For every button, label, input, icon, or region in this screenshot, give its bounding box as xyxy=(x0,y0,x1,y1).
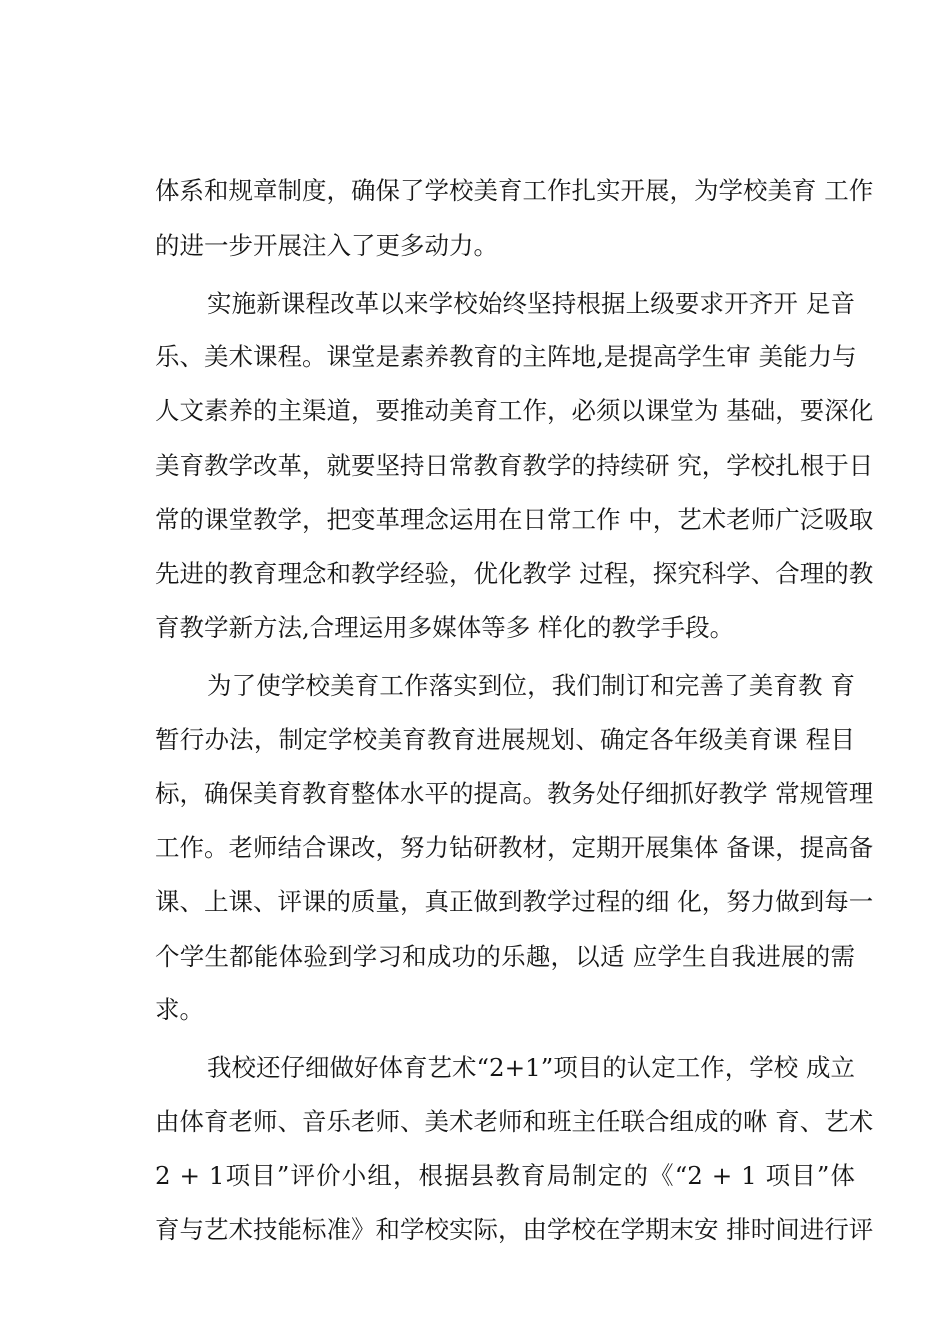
text-line: 工作。老师结合课改，努力钻研教材，定期开展集体 备课，提高备 xyxy=(155,833,874,862)
text-line: 育教学新方法,合理运用多媒体等多 样化的教学手段。 xyxy=(155,613,735,642)
text-line: 先进的教育理念和教学经验，优化教学 过程，探究科学、合理的教 xyxy=(155,559,874,588)
text-line: 由体育老师、音乐老师、美术老师和班主任联合组成的咻 育、艺术 xyxy=(155,1107,874,1136)
text-line: 实施新课程改革以来学校始终坚持根据上级要求开齐开 足音 xyxy=(207,289,855,318)
text-line: 常的课堂教学，把变革理念运用在日常工作 中，艺术老师广泛吸取 xyxy=(155,505,874,534)
text-line: 2 + 1项目”评价小组，根据县教育局制定的《“2 + 1 项目”体 xyxy=(155,1161,855,1190)
text-line: 的进一步开展注入了更多动力。 xyxy=(155,231,498,260)
text-line: 体系和规章制度，确保了学校美育工作扎实开展，为学校美育 工作 xyxy=(155,176,874,205)
text-line: 个学生都能体验到学习和成功的乐趣，以适 应学生自我进展的需 xyxy=(155,942,855,971)
text-line: 课、上课、评课的质量，真正做到教学过程的细 化，努力做到每一 xyxy=(155,887,874,916)
text-line: 乐、美术课程。课堂是素养教育的主阵地,是提高学生审 美能力与 xyxy=(155,342,857,371)
text-line: 我校还仔细做好体育艺术“2+1”项目的认定工作，学校 成立 xyxy=(207,1053,856,1082)
text-line: 育与艺术技能标准》和学校实际，由学校在学期末安 排时间进行评 xyxy=(155,1215,874,1244)
text-line: 暂行办法，制定学校美育教育进展规划、确定各年级美育课 程目 xyxy=(155,725,855,754)
text-line: 求。 xyxy=(155,995,204,1024)
text-line: 人文素养的主渠道，要推动美育工作，必须以课堂为 基础，要深化 xyxy=(155,396,874,425)
text-line: 为了使学校美育工作落实到位，我们制订和完善了美育教 育 xyxy=(207,671,855,700)
text-line: 美育教学改革，就要坚持日常教育教学的持续研 究，学校扎根于日 xyxy=(155,451,874,480)
text-line: 标，确保美育教育整体水平的提高。教务处仔细抓好教学 常规管理 xyxy=(155,779,874,808)
